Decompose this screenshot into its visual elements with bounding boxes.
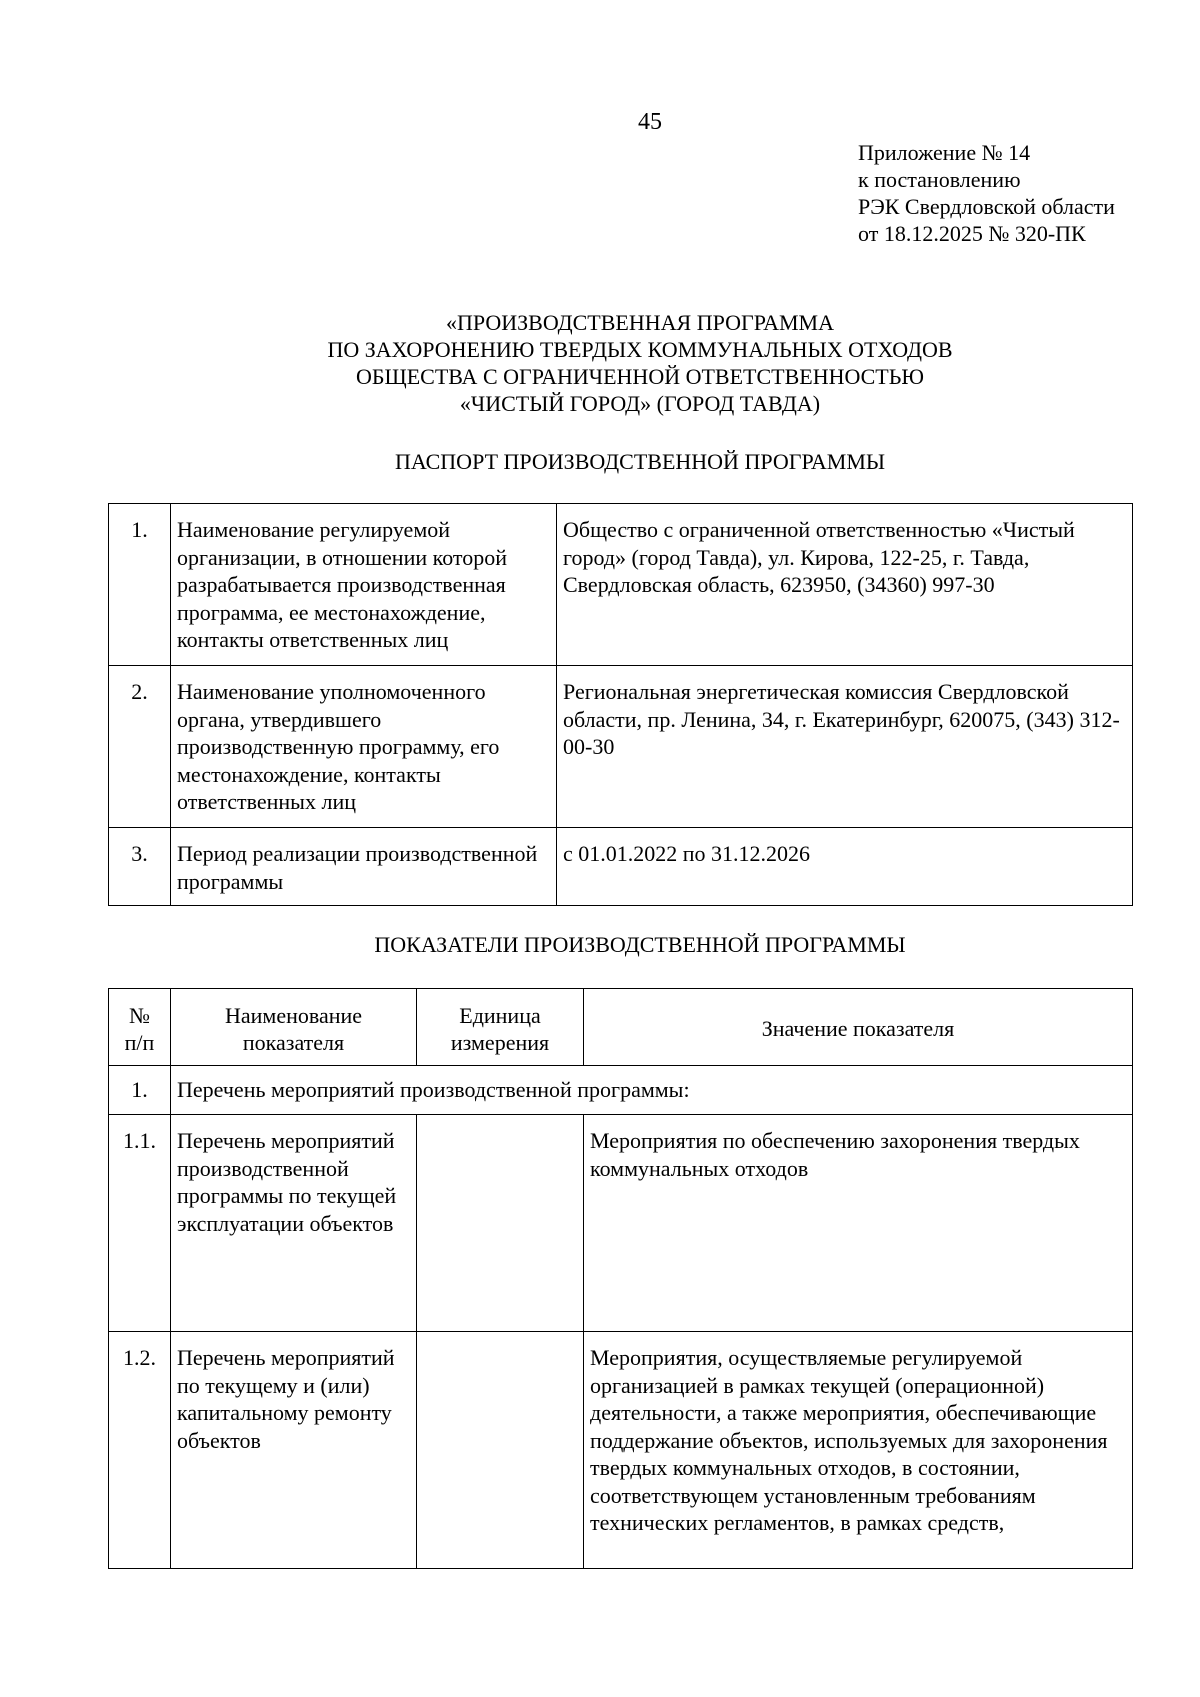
- table-row: [109, 666, 1133, 828]
- row-number: 1.2.: [109, 1332, 171, 1569]
- header-line: показателя: [242, 1030, 345, 1055]
- column-header-name: [171, 989, 417, 1066]
- page-number: 45: [638, 109, 662, 135]
- row-number: 1.: [109, 1066, 171, 1115]
- title-line: ОБЩЕСТВА С ОГРАНИЧЕННОЙ ОТВЕТСТВЕННОСТЬЮ: [356, 364, 924, 389]
- column-header-number: [109, 989, 171, 1066]
- row-number: 3.: [109, 828, 171, 906]
- row-value: Региональная энергетическая комиссия Свердловской области, пр. Ленина, 34, г. Екатеринбург, 620075, (343) 312-00-30: [557, 666, 1133, 828]
- row-label: Наименование уполномоченного органа, утвердившего производственную программу, его местонахождение, контакты ответственных лиц: [171, 666, 557, 828]
- row-label: Перечень мероприятий производственной программы по текущей эксплуатации объектов: [171, 1115, 417, 1332]
- row-value: Мероприятия по обеспечению захоронения твердых коммунальных отходов: [584, 1115, 1133, 1332]
- section-row: [109, 1066, 1133, 1115]
- column-header-unit: [417, 989, 584, 1066]
- header-line: измерения: [450, 1030, 550, 1055]
- header-line: №: [129, 1002, 150, 1028]
- row-label: Наименование регулируемой организации, в отношении которой разрабатывается производственная программа, ее местонахождение, контакты ответственных лиц: [171, 504, 557, 666]
- indicators-table: [108, 988, 1133, 1569]
- row-label: Перечень мероприятий по текущему и (или) капитальному ремонту объектов: [171, 1332, 417, 1569]
- row-number: 1.1.: [109, 1115, 171, 1332]
- passport-table: [108, 503, 1133, 906]
- passport-heading: ПАСПОРТ ПРОИЗВОДСТВЕННОЙ ПРОГРАММЫ: [394, 449, 886, 474]
- table-header-row: [109, 989, 1133, 1066]
- row-number: 1.: [109, 504, 171, 666]
- row-label: Период реализации производственной программы: [171, 828, 557, 906]
- row-unit: [417, 1115, 584, 1332]
- table-row: [109, 504, 1133, 666]
- appendix-line: от 18.12.2025 № 320-ПК: [858, 221, 1086, 246]
- header-line: Единица: [459, 1002, 541, 1028]
- header-line: п/п: [124, 1030, 155, 1055]
- indicators-heading: ПОКАЗАТЕЛИ ПРОИЗВОДСТВЕННОЙ ПРОГРАММЫ: [374, 932, 906, 957]
- table-row: [109, 1332, 1133, 1569]
- title-line: ПО ЗАХОРОНЕНИЮ ТВЕРДЫХ КОММУНАЛЬНЫХ ОТХОДОВ: [327, 337, 953, 362]
- row-unit: [417, 1332, 584, 1569]
- table-row: [109, 828, 1133, 906]
- appendix-line: РЭК Свердловской области: [858, 194, 1115, 219]
- row-value: Мероприятия, осуществляемые регулируемой организацией в рамках текущей (операционной) деятельности, а также мероприятия, обеспечивающие поддержание объектов, используемых для захоронения твердых коммунальных отходов, в состоянии, соответствующем установленным требованиям технических регламентов, в рамках средств,: [584, 1332, 1133, 1569]
- section-label: Перечень мероприятий производственной программы:: [171, 1066, 1133, 1115]
- appendix-line: Приложение № 14: [858, 140, 1031, 165]
- header-line: Наименование: [224, 1002, 363, 1028]
- appendix-line: к постановлению: [858, 167, 1021, 192]
- column-header-value: Значение показателя: [584, 989, 1133, 1066]
- row-value: Общество с ограниченной ответственностью «Чистый город» (город Тавда), ул. Кирова, 122-25, г. Тавда, Свердловская область, 623950, (34360) 997-30: [557, 504, 1133, 666]
- title-line: «ЧИСТЫЙ ГОРОД» (ГОРОД ТАВДА): [459, 391, 821, 416]
- document-title: [100, 309, 1180, 417]
- table-row: [109, 1115, 1133, 1332]
- row-number: 2.: [109, 666, 171, 828]
- appendix-block: [858, 139, 1178, 247]
- title-line: «ПРОИЗВОДСТВЕННАЯ ПРОГРАММА: [445, 310, 835, 335]
- row-value: с 01.01.2022 по 31.12.2026: [557, 828, 1133, 906]
